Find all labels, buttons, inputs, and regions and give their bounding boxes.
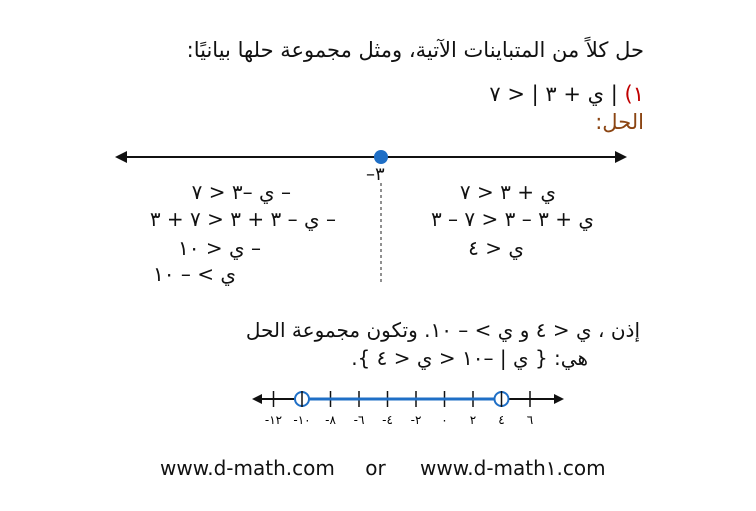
tick-label: -١٢	[264, 413, 283, 427]
tick-label: ٢	[469, 413, 477, 427]
problem-inequality: | ي + ٣ | < ٧	[489, 82, 618, 106]
right-case-line-1: ي + ٣ < ٧	[459, 180, 556, 204]
tick-label: -٦	[353, 413, 365, 427]
solution-label: الحل:	[595, 110, 644, 134]
right-case-line-3: ي < ٤	[468, 236, 524, 260]
tick-label: -٨	[325, 413, 336, 427]
solution-line-arrow-right	[554, 394, 564, 404]
solution-line-arrow-left	[252, 394, 262, 404]
page-title: حل كلاً من المتباينات الآتية، ومثل مجموعة حلها بيانيًا:	[186, 38, 644, 62]
tick-label: ٦	[526, 413, 534, 427]
split-point-label: –٣	[366, 164, 385, 185]
tick-label: -٤	[382, 413, 393, 427]
main-line-arrow-right	[615, 151, 627, 163]
footer-site-2[interactable]: www.d-math١.com	[420, 456, 606, 480]
right-case-line-2: ي + ٣ – ٣ < ٧ – ٣	[430, 207, 594, 231]
left-case-line-3: – ي < ١٠	[178, 236, 261, 260]
footer-site-1[interactable]: www.d-math.com	[160, 456, 335, 480]
conclusion-line-2: هي: { ي | –١٠ < ي < ٤ }.	[351, 346, 588, 370]
split-point	[374, 150, 388, 164]
tick-label: ٠	[441, 413, 448, 427]
footer-links	[160, 456, 606, 480]
tick-label: -٢	[410, 413, 422, 427]
conclusion-line-1: إذن ، ي < ٤ و ي > – ١٠. وتكون مجموعة الحل	[245, 318, 640, 342]
problem-number: ١)	[624, 82, 644, 106]
main-line-arrow-left	[115, 151, 127, 163]
left-case-line-4: ي > – ١٠	[153, 262, 236, 286]
tick-label: ٤	[498, 413, 505, 427]
solution-line-tick-labels	[265, 413, 533, 427]
footer-or: or	[365, 456, 386, 480]
left-case-line-2: – ي – ٣ + ٣ < ٧ + ٣	[149, 207, 336, 231]
tick-label: -١٠	[293, 413, 311, 427]
left-case-line-1: – ي –٣ < ٧	[191, 180, 291, 204]
